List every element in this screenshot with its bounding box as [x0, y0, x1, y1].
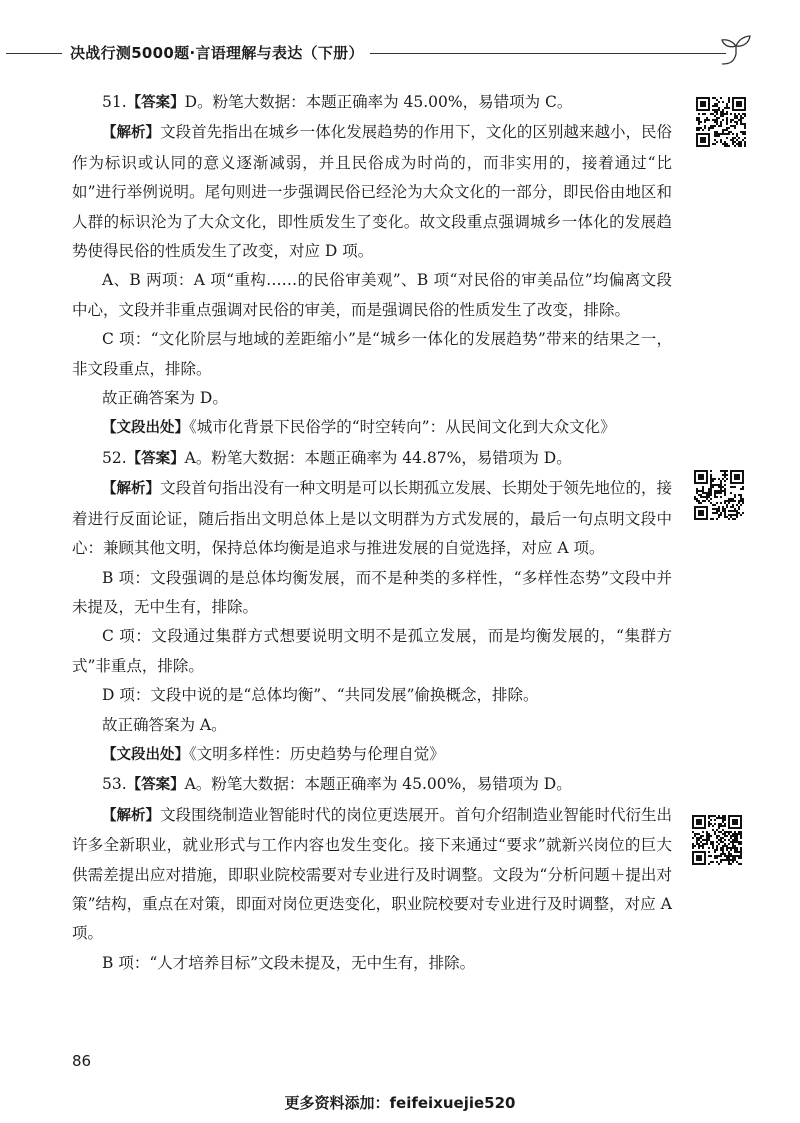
footer-note: 更多资料添加：feifeixuejie520: [284, 1094, 516, 1112]
answer-text: A。粉笔大数据：本题正确率为 45.00%，易错项为 D。: [184, 775, 572, 794]
analysis-text: 文段首句指出没有一种文明是可以长期孤立发展、长期处于领先地位的，接着进行反面论证，随后指出文明总体上是以文明群为方式发展的，最后一句点明文段中心：兼顾其他文明，保持总体均衡是追求与推进发展的自觉选择，对应 A 项。: [72, 479, 672, 558]
answer-tag: 【答案】: [126, 95, 185, 111]
conclusion-line: 故正确答案为 D。: [102, 389, 228, 408]
conclusion-line: 故正确答案为 A。: [102, 715, 227, 734]
source-line: [72, 413, 672, 443]
qr-code-icon[interactable]: [692, 815, 742, 865]
option-analysis-ab: A、B 两项：A 项“重构……的民俗审美观”、B 项“对民俗的审美品位”均偏离文段中心，文段并非重点强调对民俗的审美，而是强调民俗的性质发生了改变，排除。: [72, 271, 672, 319]
header-rule-left: [6, 53, 62, 54]
answer-text: A。粉笔大数据：本题正确率为 44.87%，易错项为 D。: [184, 448, 572, 467]
option-analysis-c: C 项：“文化阶层与地域的差距缩小”是“城乡一体化的发展趋势”带来的结果之一，非文段重点，排除。: [72, 330, 672, 378]
source-line: [72, 740, 672, 770]
question-number: 51.: [102, 93, 127, 111]
question-number: 52.: [102, 448, 127, 467]
question-number: 53.: [102, 775, 127, 794]
answer-line-51: [72, 88, 672, 118]
sprout-icon: [718, 34, 754, 70]
answer-text: D。粉笔大数据：本题正确率为 45.00%，易错项为 C。: [184, 93, 573, 111]
qr-code-icon[interactable]: [696, 97, 746, 147]
page-number: 86: [72, 1052, 92, 1070]
qr-code-icon[interactable]: [694, 470, 744, 520]
analysis-tag: 【解析】: [102, 481, 161, 498]
answer-line-53: [72, 770, 672, 800]
option-analysis-b: B 项：“人才培养目标”文段未提及，无中生有，排除。: [102, 953, 476, 972]
option-analysis-c: C 项：文段通过集群方式想要说明文明不是孤立发展，而是均衡发展的，“集群方式”非重点，排除。: [72, 627, 672, 675]
running-header: [0, 38, 800, 68]
analysis-text: 文段围绕制造业智能时代的岗位更迭展开。首句介绍制造业智能时代衍生出许多全新职业，就业形式与工作内容也发生变化。接下来通过“要求”就新兴岗位的巨大供需差提出应对措施，即职业院校需要对专业进行及时调整。文段为“分析问题＋提出对策”结构，重点在对策，即面对岗位更迭变化，职业院校要对专业进行及时调整，对应 A 项。: [72, 805, 672, 943]
answer-line-52: [72, 444, 672, 474]
source-text: 《文明多样性：历史趋势与伦理自觉》: [189, 744, 445, 763]
analysis-tag: 【解析】: [102, 125, 161, 142]
option-analysis-d: D 项：文段中说的是“总体均衡”、“共同发展”偷换概念，排除。: [102, 686, 539, 705]
source-tag: 【文段出处】: [102, 746, 189, 763]
book-title: 决战行测5000题·言语理解与表达（下册）: [70, 44, 364, 62]
answer-tag: 【答案】: [126, 777, 185, 794]
analysis-text: 文段首先指出在城乡一体化发展趋势的作用下，文化的区别越来越小，民俗作为标识或认同的意义逐渐减弱，并且民俗成为时尚的，而非实用的，接着通过“比如”进行举例说明。尾句则进一步强调民俗已经沦为大众文化的一部分，即民俗由地区和人群的标识沦为了大众文化，即性质发生了变化。故文段重点强调城乡一体化的发展趋势使得民俗的性质发生了改变，对应 D 项。: [72, 123, 672, 261]
source-tag: 【文段出处】: [102, 420, 189, 437]
answer-tag: 【答案】: [126, 450, 185, 467]
analysis-paragraph: [72, 801, 672, 949]
analysis-paragraph: [72, 474, 672, 563]
header-rule-right: [370, 53, 726, 54]
option-analysis-b: B 项：文段强调的是总体均衡发展，而不是种类的多样性，“多样性态势”文段中并未提及，无中生有，排除。: [72, 568, 672, 616]
source-text: 《城市化背景下民俗学的“时空转向”：从民间文化到大众文化》: [189, 418, 616, 437]
analysis-tag: 【解析】: [102, 807, 161, 824]
answer-content: [72, 88, 672, 978]
analysis-paragraph: [72, 118, 672, 266]
